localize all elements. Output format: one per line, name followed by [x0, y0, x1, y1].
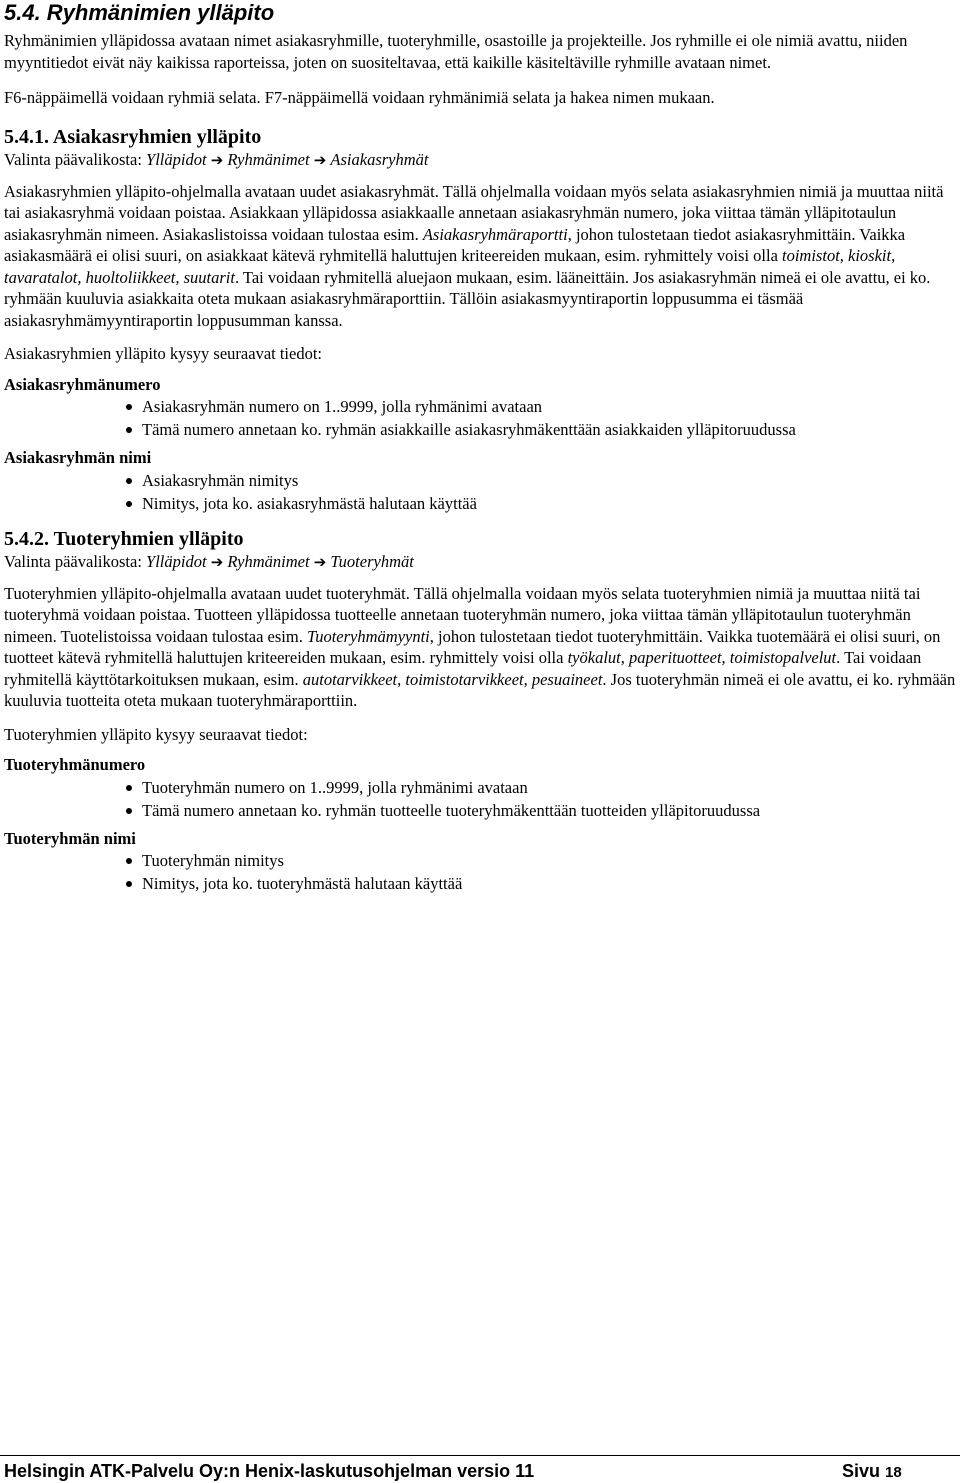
list-item: Tuoteryhmän numero on 1..9999, jolla ryhmänimi avataan [126, 776, 956, 799]
field-label-product-group-number: Tuoteryhmänumero [4, 755, 146, 774]
menu-prefix: Valinta päävalikosta: [4, 149, 147, 169]
product-group-number-list [4, 776, 956, 822]
customer-groups-menu-path [4, 149, 956, 171]
footer-page [842, 1461, 902, 1482]
menu-item-customer-groups: Asiakasryhmät [330, 149, 429, 169]
report-name: Tuoteryhmämyynti [306, 626, 430, 646]
product-groups-menu-path [4, 551, 956, 573]
section-intro: Ryhmänimien ylläpidossa avataan nimet asiakasryhmille, tuoteryhmille, osastoille ja projekteille. Jos ryhmille ei ole nimiä avattu, niiden myyntitiedot eivät näy kaikissa raporteissa, joten on suositeltavaa, että kaikille käsiteltäville ryhmille avataan nimet. [4, 31, 908, 72]
text-run: . Tai voidaan ryhmitellä aluejaon mukaan, esim. lääneittäin. Jos asiakasryhmän nimeä ei ole avattu, ei ko. ryhmään kuuluvia asiakkaita oteta mukaan asiakasryhmäraporttiin. Tällöin asiakasmyyntiraportin loppusumma ei täsmää asiakasryhmämyyntiraportin loppusumman kanssa. [4, 267, 931, 330]
function-keys-note: F6-näppäimellä voidaan ryhmiä selata. F7-näppäimellä voidaan ryhmänimiä selata ja hakea nimen mukaan. [4, 88, 715, 107]
customer-group-name-list [4, 469, 956, 515]
page-label: Sivu [842, 1461, 886, 1481]
menu-item-group-names: Ryhmänimet [227, 149, 310, 169]
menu-item-group-names: Ryhmänimet [227, 551, 310, 571]
report-name: Asiakasryhmäraportti [422, 224, 568, 244]
product-groups-title: 5.4.2. Tuoteryhmien ylläpito [4, 527, 244, 550]
customer-group-number-list [4, 395, 956, 441]
customer-groups-asks: Asiakasryhmien ylläpito kysyy seuraavat tiedot: [4, 344, 323, 363]
list-item: Nimitys, jota ko. tuoteryhmästä halutaan käyttää [126, 872, 956, 895]
product-groups-description [4, 583, 956, 712]
list-item: Tämä numero annetaan ko. ryhmän tuotteelle tuoteryhmäkenttään tuotteiden ylläpitoruudussa [126, 799, 956, 822]
menu-item-product-groups: Tuoteryhmät [330, 551, 414, 571]
menu-item-maintenance: Ylläpidot [146, 551, 207, 571]
footer-title: Helsingin ATK-Palvelu Oy:n Henix-laskutusohjelman versio 11 [4, 1461, 535, 1481]
customer-groups-title: 5.4.1. Asiakasryhmien ylläpito [4, 125, 262, 148]
arrow-right-icon: ➔ [210, 552, 224, 571]
product-group-name-list [4, 849, 956, 895]
text-run: , johon tulostetaan tiedot asiakasryhmittäin. Vaikka asiakasmäärä ei olisi suuri, on asiakkaat kätevä ryhmitellä haluttujen kriteereiden mukaan, esim. ryhmittely voisi olla [4, 224, 906, 265]
list-item: Tämä numero annetaan ko. ryhmän asiakkaille asiakasryhmäkenttään asiakkaiden ylläpitoruudussa [126, 418, 956, 441]
menu-prefix: Valinta päävalikosta: [4, 551, 147, 571]
field-label-product-group-name: Tuoteryhmän nimi [4, 828, 136, 848]
field-label-customer-group-number: Asiakasryhmänumero [4, 374, 161, 394]
menu-item-maintenance: Ylläpidot [146, 149, 207, 169]
document-page [4, 0, 956, 895]
list-item: Asiakasryhmän nimitys [126, 469, 956, 492]
product-groups-asks: Tuoteryhmien ylläpito kysyy seuraavat tiedot: [4, 724, 308, 744]
list-item: Nimitys, jota ko. asiakasryhmästä halutaan käyttää [126, 492, 956, 515]
example-groups: työkalut, paperituotteet, toimistopalvelut [567, 648, 837, 667]
text-run: . Tai voidaan ryhmitellä käyttötarkoituksen mukaan, esim. [4, 648, 922, 689]
list-item: Asiakasryhmän numero on 1..9999, jolla ryhmänimi avataan [126, 395, 956, 418]
customer-groups-description [4, 181, 956, 332]
arrow-right-icon: ➔ [313, 150, 327, 169]
text-run: Asiakasryhmien ylläpito-ohjelmalla avataan uudet asiakasryhmät. Tällä ohjelmalla voidaan myös selata asiakasryhmien nimiä ja muuttaa niitä tai asiakasryhmä voidaan poistaa. Asiakkaan ylläpidossa asiakkaalle annetaan asiakasryhmän numero, joka viittaa tämän ylläpitotaulun asiakasryhmän nimeen. Asiakaslistoissa voidaan tulostaa esim. [4, 181, 944, 244]
example-groups: autotarvikkeet, toimistotarvikkeet, pesuaineet [302, 669, 603, 689]
field-label-customer-group-name: Asiakasryhmän nimi [4, 448, 152, 467]
page-number: 18 [885, 1464, 902, 1481]
page-footer [0, 1455, 960, 1483]
list-item: Tuoteryhmän nimitys [126, 849, 956, 872]
arrow-right-icon: ➔ [210, 150, 224, 169]
example-groups: toimistot, kioskit, tavaratalot, huoltoliikkeet, suutarit [4, 246, 896, 287]
text-run: , johon tulostetaan tiedot tuoteryhmittäin. Vaikka tuotemäärä ei olisi suuri, on tuotteet kätevä ryhmitellä haluttujen kriteereiden mukaan, esim. ryhmittely voisi olla [4, 626, 941, 667]
text-run: Tuoteryhmien ylläpito-ohjelmalla avataan uudet tuoteryhmät. Tällä ohjelmalla voidaan myös selata tuoteryhmien nimiä ja muuttaa niitä tai tuoteryhmä voidaan poistaa. Tuotteen ylläpidossa tuotteelle annetaan tuoteryhmän numero, joka viittaa tämän ylläpitotaulun tuoteryhmän nimeen. Tuotelistoissa voidaan tulostaa esim. [4, 583, 921, 646]
section-title: 5.4. Ryhmänimien ylläpito [4, 0, 275, 25]
arrow-right-icon: ➔ [313, 552, 327, 571]
text-run: . Jos tuoteryhmän nimeä ei ole avattu, ei ko. ryhmään kuuluvia tuotteita oteta mukaan tuoteryhmäraporttiin. [4, 669, 956, 710]
